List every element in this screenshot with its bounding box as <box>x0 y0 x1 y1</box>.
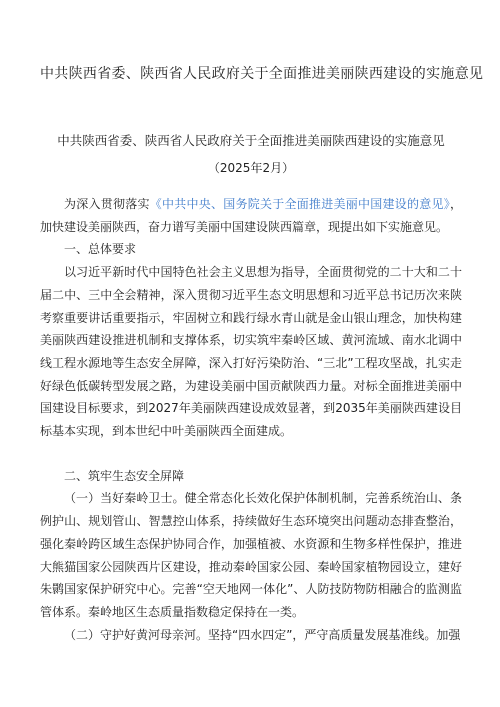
intro-paragraph <box>40 193 462 238</box>
item-paragraph-yellow-river: （二）守护好黄河母亲河。坚持“四水四定”，严守高质量发展基准线。加强 <box>64 627 461 642</box>
policy-link[interactable]: 《中共中央、国务院关于全面推进美丽中国建设的意见》 <box>149 197 450 211</box>
intro-text-before: 为深入贯彻落实 <box>64 197 150 211</box>
section-heading-general-requirements: 一、总体要求 <box>64 242 137 257</box>
document-body <box>40 193 462 646</box>
document-date: （2025年2月） <box>207 161 295 175</box>
intro-text-after: ，加快建设美丽陕西，奋力谱写美丽中国建设陕西篇章，现提出如下实施意见。 <box>40 197 462 234</box>
section-paragraph-general-requirements: 以习近平新时代中国特色社会主义思想为指导，全面贯彻党的二十大和二十届二中、三中全会精神，深入贯彻习近平生态文明思想和习近平总书记历次来陕考察重要讲话重要指示，牢固树立和践行绿水青山就是金山银山理念，加快构建美丽陕西建设推进机制和支撑体系，切实筑牢秦岭区域、黄河流域、南水北调中线工程水源地等生态安全屏障，深入打好污染防治、“三北”工程攻坚战，扎实走好绿色低碳转型发展之路，为建设美丽中国贡献陕西力量。对标全面推进美丽中国建设目标要求，到2027年美丽陕西建设成效显著，到2035年美丽陕西建设目标基本实现，到本世纪中叶美丽陕西全面建成。 <box>40 265 462 439</box>
item-paragraph-qinling: （一）当好秦岭卫士。健全常态化长效化保护体制机制，完善系统治山、条例护山、规划管山、智慧控山体系，持续做好生态环境突出问题动态排查整治，强化秦岭跨区域生态保护协同合作，加强植被、水资源和生物多样性保护，推进大熊猫国家公园陕西片区建设，推动秦岭国家公园、秦岭国家植物园设立，建好朱鹮国家保护研究中心。完善“空天地网一体化”、人防技防物防相融合的监测监管体系。秦岭地区生态质量指数稳定保持在一类。 <box>40 491 462 619</box>
document-title: 中共陕西省委、陕西省人民政府关于全面推进美丽陕西建设的实施意见 <box>57 133 445 148</box>
section-heading-ecological-barrier: 二、筑牢生态安全屏障 <box>64 468 185 483</box>
page-title: 中共陕西省委、陕西省人民政府关于全面推进美丽陕西建设的实施意见 <box>40 66 484 82</box>
